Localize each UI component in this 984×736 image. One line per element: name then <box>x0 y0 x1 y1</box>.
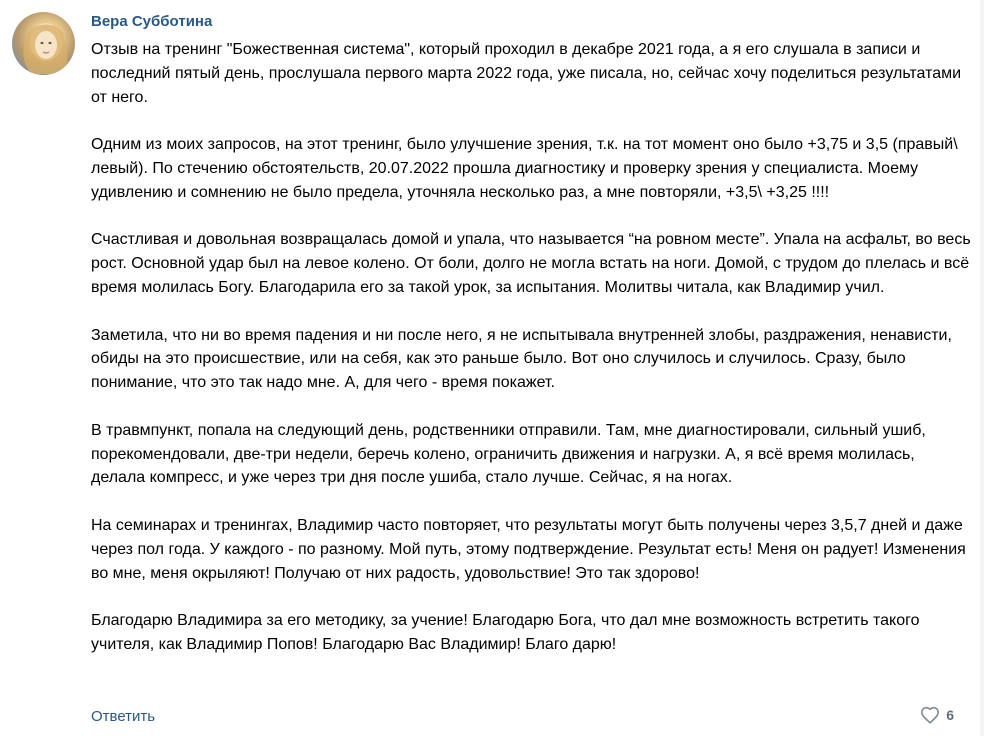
avatar-image <box>12 12 75 75</box>
comment-paragraph: Счастливая и довольная возвращалась домой и упала, что называется “на ровном месте”. Упала на асфальт, во весь рост. Основной удар был на левое колено. От боли, долго не могла встать на ноги. Домой, с трудом до плелась и всё время молилась Богу. Благодарила его за такой урок, за испытания. Молитвы читала, как Владимир учил. <box>91 231 971 296</box>
heart-outline-icon <box>920 706 940 724</box>
comment-paragraph: Отзыв на тренинг "Божественная система", который проходил в декабре 2021 года, а я его слушала в записи и последний пятый день, прослушала первого марта 2022 года, уже писала, но, сейчас хочу поделиться результатами от него. <box>91 41 962 106</box>
avatar[interactable] <box>12 12 75 75</box>
comment-paragraph: На семинарах и тренингах, Владимир часто повторяет, что результаты могут быть получены через 3,5,7 дней и даже через пол года. У каждого - по разному. Мой путь, этому подтверждение. Результат есть! Меня он радует! Изменения во мне, меня окрыляют! Получаю от них радость, удовольствие! Это так здорово! <box>91 516 966 582</box>
like-count: 6 <box>946 707 954 723</box>
comment-paragraph: Благодарю Владимира за его методику, за учение! Благодарю Бога, что дал мне возможность встретить такого учителя, как Владимир Попов! Благодарю Вас Владимир! Благо дарю! <box>91 612 920 653</box>
scrollbar[interactable] <box>980 0 984 736</box>
comment-paragraph: В травмпункт, попала на следующий день, родственники отправили. Там, мне диагностировали, сильный ушиб, порекомендовали, две-три недели, беречь колено, ограничить движения и нагрузки. А, я всё время молилась, делала компресс, и уже через три дня после ушиба, стало лучше. Сейчас, я на ногах. <box>91 421 926 487</box>
comment-paragraph: Одним из моих запросов, на этот тренинг, было улучшение зрения, т.к. на тот момент оно было +3,75 и 3,5 (правый\ левый). По стечению обстоятельств, 20.07.2022 прошла диагностику и проверку зрения у специалиста. Моему удивлению и сомнению не было предела, уточняла несколько раз, а мне повторяли, +3,5\ +3,25 !!!! <box>91 136 958 201</box>
author-name[interactable]: Вера Субботина <box>91 13 213 30</box>
reply-button[interactable]: Ответить <box>91 708 156 725</box>
like-button[interactable] <box>920 706 954 724</box>
comment-paragraph: Заметила, что ни во время падения и ни после него, я не испытывала внутренней злобы, раздражения, ненависти, обиды на это происшествие, или на себя, как это раньше было. Вот оно случилось и случилось. Сразу, было понимание, что это так надо мне. А, для чего - время покажет. <box>91 326 952 392</box>
comment-text <box>91 38 971 657</box>
